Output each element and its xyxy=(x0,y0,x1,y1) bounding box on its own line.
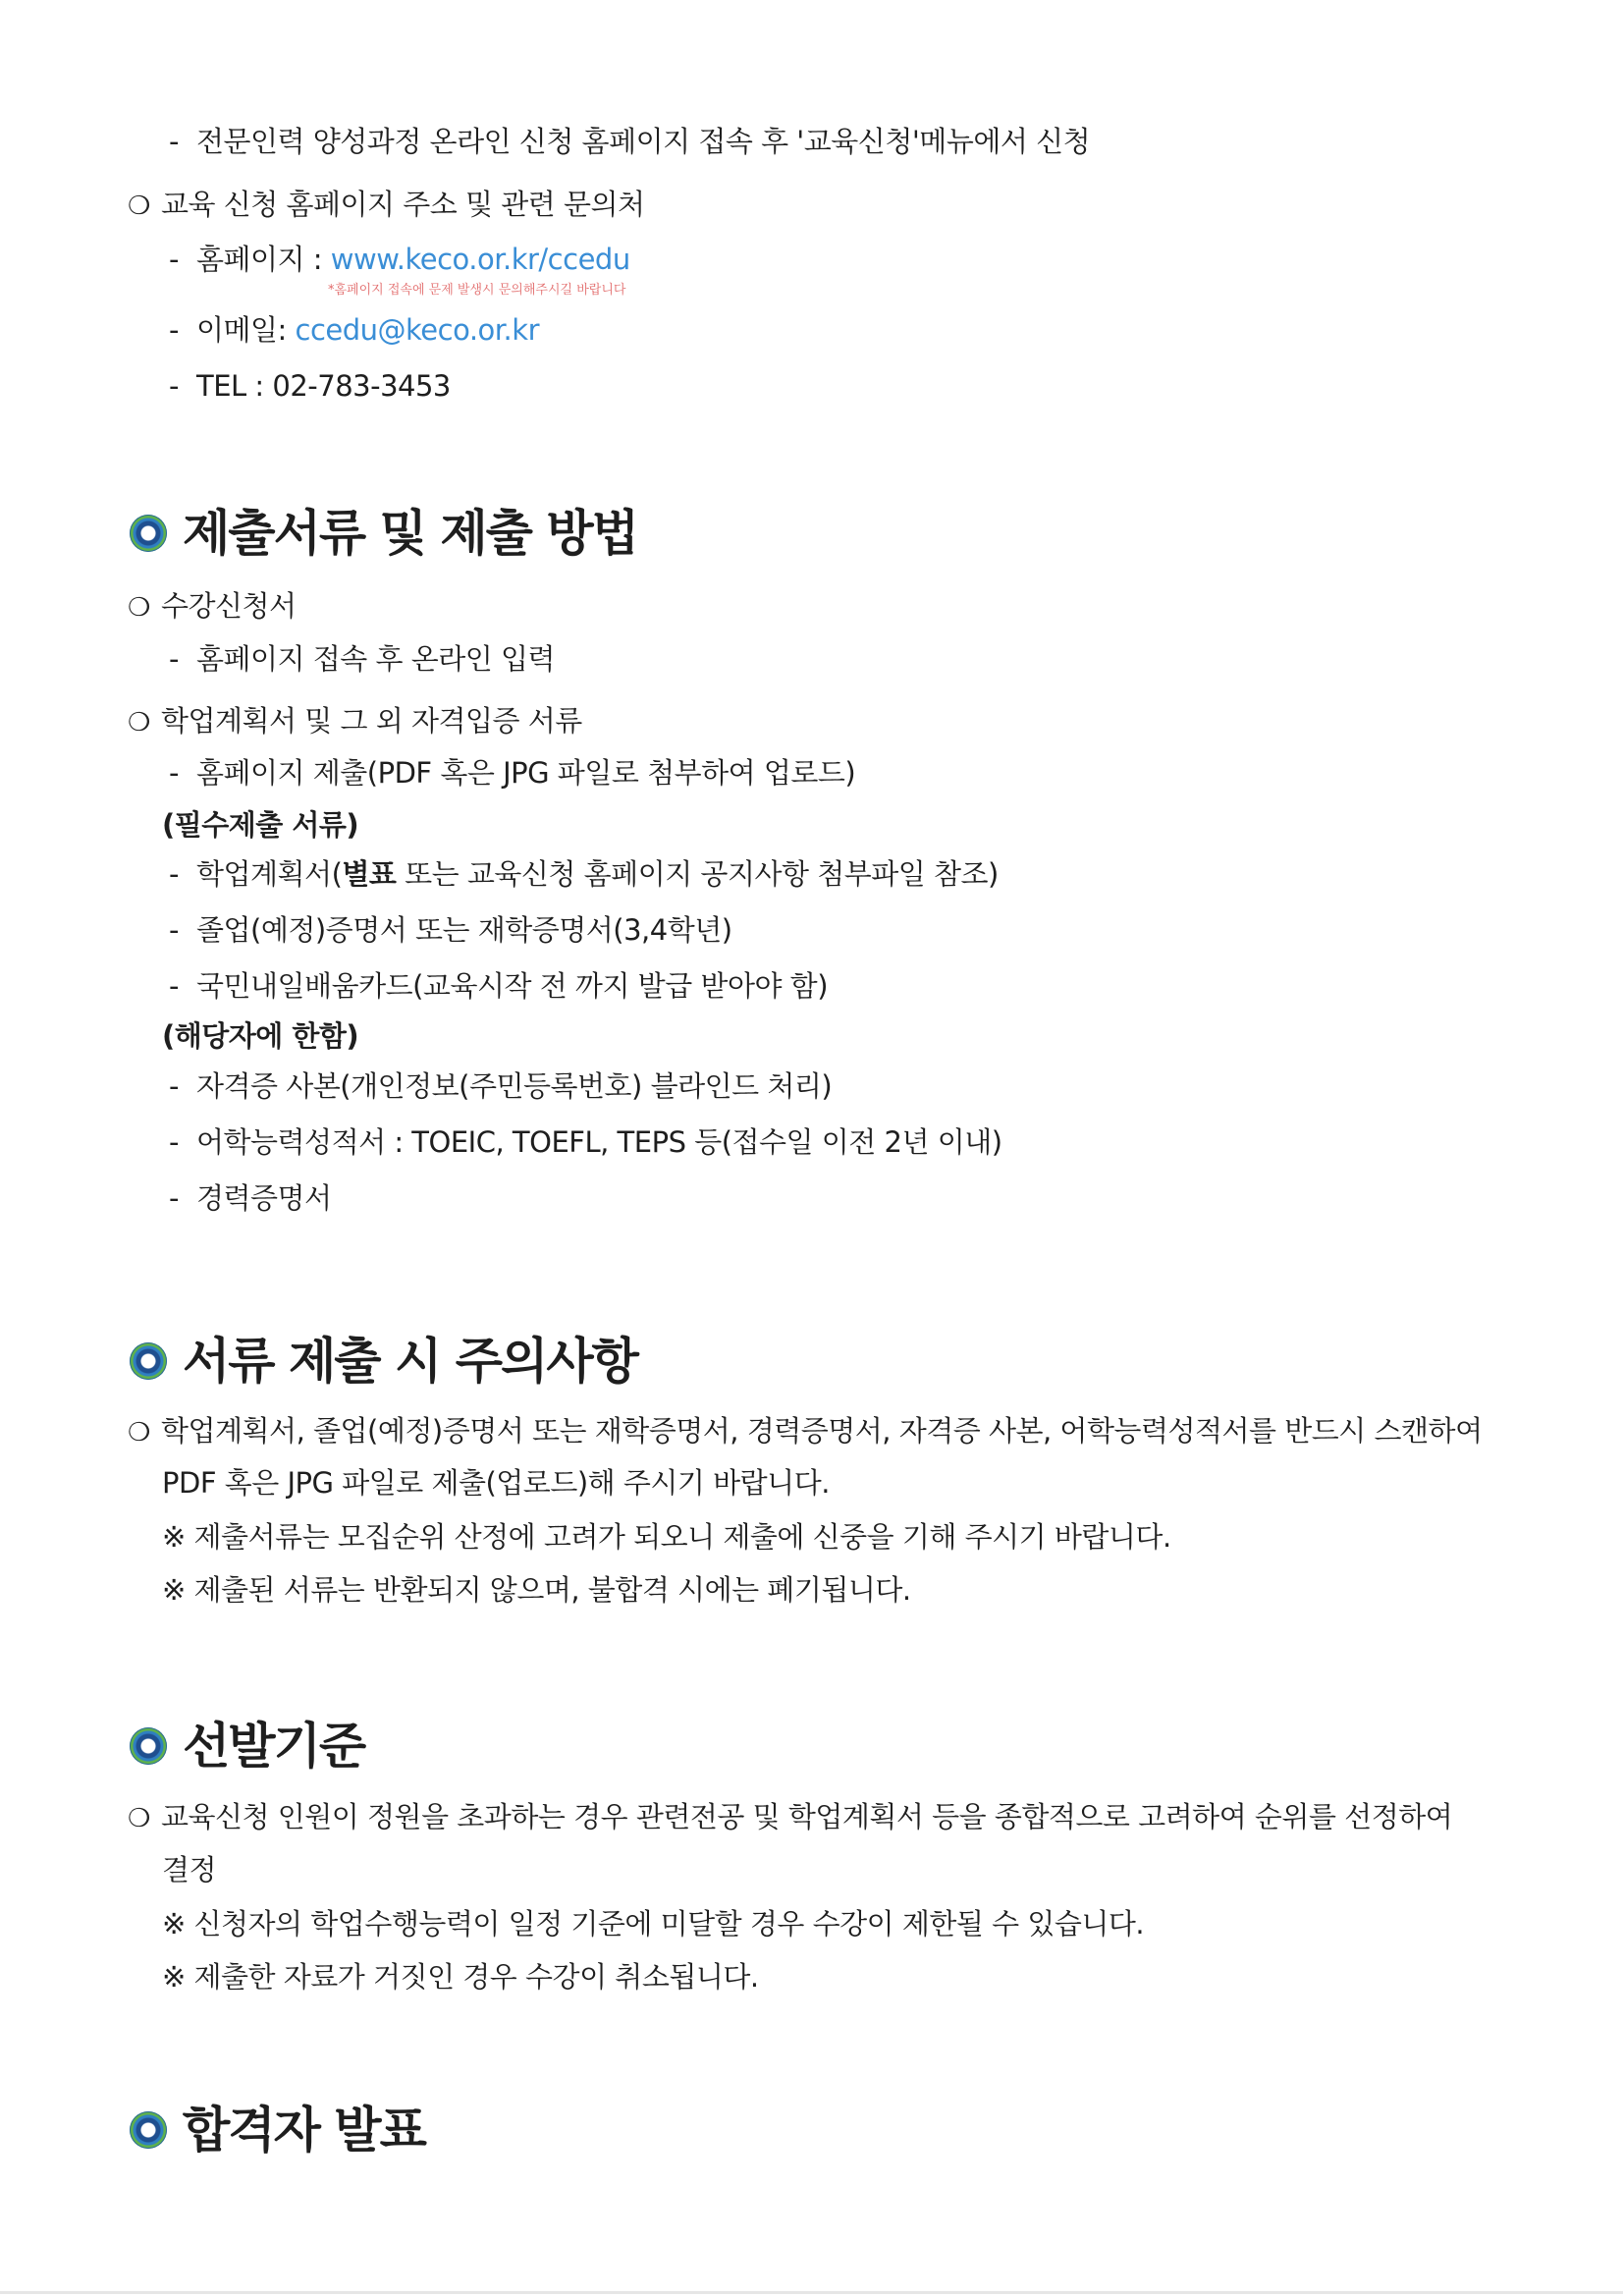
email-link[interactable]: ccedu@keco.or.kr xyxy=(295,313,539,347)
item-study-plan-sub: - 홈페이지 제출(PDF 혹은 JPG 파일로 첨부하여 업로드) xyxy=(169,756,856,790)
section-bullet-icon xyxy=(130,2111,167,2149)
section-title-announcement: 합격자 발표 xyxy=(130,2100,425,2160)
contact-heading: ❍ 교육 신청 홈페이지 주소 및 관련 문의처 xyxy=(128,188,645,221)
applicable-docs-label: (해당자에 한함) xyxy=(162,1019,359,1053)
optional-doc-career: - 경력증명서 xyxy=(169,1181,332,1215)
homepage-note: *홈페이지 접속에 문제 발생시 문의해주시길 바랍니다 xyxy=(328,283,626,298)
tel-line: - TEL : 02-783-3453 xyxy=(169,369,451,403)
precaution-note-2: ※ 제출된 서류는 반환되지 않으며, 불합격 시에는 폐기됩니다. xyxy=(162,1573,911,1607)
required-doc-study-plan: - 학업계획서(별표 또는 교육신청 홈페이지 공지사항 첨부파일 참조) xyxy=(169,857,999,891)
page-bottom-rule xyxy=(0,2291,1623,2294)
precaution-note-1: ※ 제출서류는 모집순위 산정에 고려가 되오니 제출에 신중을 기해 주시기 바랍니다. xyxy=(162,1520,1171,1554)
criteria-note-1: ※ 신청자의 학업수행능력이 일정 기준에 미달할 경우 수강이 제한될 수 있습니다. xyxy=(162,1907,1145,1941)
optional-doc-certificate: - 자격증 사본(개인정보(주민등록번호) 블라인드 처리) xyxy=(169,1069,833,1103)
optional-doc-language: - 어학능력성적서 : TOEIC, TOEFL, TEPS 등(접수일 이전 2년 이내) xyxy=(169,1125,1002,1159)
item-study-plan: ❍ 학업계획서 및 그 외 자격입증 서류 xyxy=(128,704,582,738)
section-title-precautions: 서류 제출 시 주의사항 xyxy=(130,1331,637,1392)
section-title-criteria: 선발기준 xyxy=(130,1716,364,1777)
section-title-submission: 제출서류 및 제출 방법 xyxy=(130,503,637,564)
criteria-note-2: ※ 제출한 자료가 거짓인 경우 수강이 취소됩니다. xyxy=(162,1960,759,1994)
online-apply-line: - 전문인력 양성과정 온라인 신청 홈페이지 접속 후 '교육신청'메뉴에서 신청 xyxy=(169,125,1091,158)
required-doc-graduation: - 졸업(예정)증명서 또는 재학증명서(3,4학년) xyxy=(169,913,732,947)
precaution-item: ❍ 학업계획서, 졸업(예정)증명서 또는 재학증명서, 경력증명서, 자격증 사본, 어학능력성적서를 반드시 스캔하여 xyxy=(128,1414,1483,1448)
item-application-form-sub: - 홈페이지 접속 후 온라인 입력 xyxy=(169,642,556,676)
homepage-link[interactable]: www.keco.or.kr/ccedu xyxy=(330,243,630,276)
item-application-form: ❍ 수강신청서 xyxy=(128,589,297,623)
section-bullet-icon xyxy=(130,515,167,552)
criteria-item-cont: 결정 xyxy=(162,1853,217,1886)
precaution-item-cont: PDF 혹은 JPG 파일로 제출(업로드)해 주시기 바랍니다. xyxy=(162,1466,830,1500)
homepage-line: - 홈페이지 : www.keco.or.kr/ccedu xyxy=(169,243,630,276)
required-docs-label: (필수제출 서류) xyxy=(162,808,359,842)
email-line: - 이메일: ccedu@keco.or.kr xyxy=(169,313,539,347)
section-bullet-icon xyxy=(130,1342,167,1380)
section-bullet-icon xyxy=(130,1727,167,1765)
required-doc-card: - 국민내일배움카드(교육시작 전 까지 발급 받아야 함) xyxy=(169,969,829,1003)
criteria-item: ❍ 교육신청 인원이 정원을 초과하는 경우 관련전공 및 학업계획서 등을 종합적으로 고려하여 순위를 선정하여 xyxy=(128,1800,1453,1833)
